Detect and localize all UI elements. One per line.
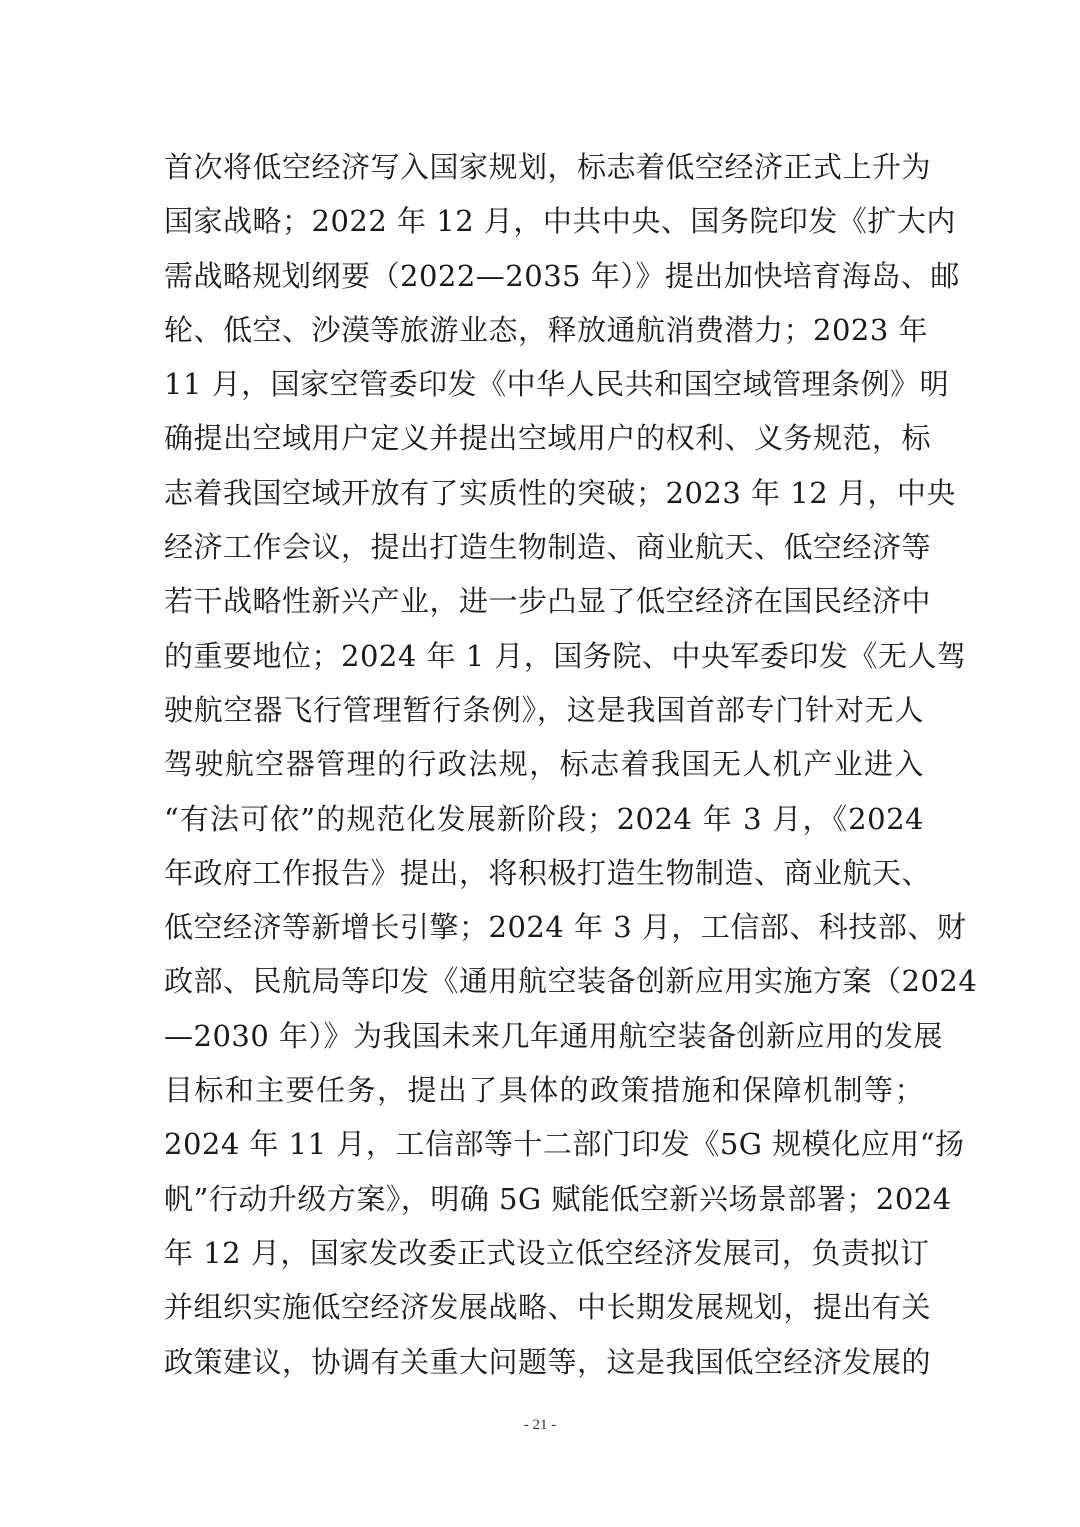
text-line: “有法可依”的规范化发展新阶段；2024 年 3 月，《2024 xyxy=(164,801,924,836)
text-line: 首次将低空经济写入国家规划，标志着低空经济正式上升为 xyxy=(164,150,932,184)
text-line: 轮、低空、沙漠等旅游业态，释放通航消费潜力；2023 年 xyxy=(164,312,929,347)
body-paragraph xyxy=(164,140,978,1389)
text-line: 驾驶航空器管理的行政法规，标志着我国无人机产业进入 xyxy=(164,747,924,782)
text-line: 驶航空器飞行管理暂行条例》，这是我国首部专门针对无人 xyxy=(164,692,924,727)
text-line: 国家战略；2022 年 12 月，中共中央、国务院印发《扩大内 xyxy=(164,204,956,239)
text-line: 帆”行动升级方案》，明确 5G 赋能低空新兴场景部署；2024 xyxy=(164,1181,952,1216)
text-line: 年 12 月，国家发改委正式设立低空经济发展司，负责拟订 xyxy=(164,1235,930,1270)
text-line: 目标和主要任务，提出了具体的政策措施和保障机制等； xyxy=(164,1073,924,1108)
text-line: 政部、民航局等印发《通用航空装备创新应用实施方案（2024 xyxy=(164,964,978,999)
text-line: 2024 年 11 月，工信部等十二部门印发《5G 规模化应用“扬 xyxy=(164,1127,965,1162)
text-line: 需战略规划纲要（2022—2035 年）》提出加快培育海岛、邮 xyxy=(164,258,960,293)
text-line: —2030 年）》为我国未来几年通用航空装备创新应用的发展 xyxy=(164,1018,944,1053)
text-line: 并组织实施低空经济发展战略、中长期发展规划，提出有关 xyxy=(164,1290,932,1325)
text-line: 年政府工作报告》提出，将积极打造生物制造、商业航天、 xyxy=(164,855,932,890)
text-line: 志着我国空域开放有了实质性的突破；2023 年 12 月，中央 xyxy=(164,475,956,510)
page-number: - 21 - xyxy=(523,1417,557,1433)
text-line: 低空经济等新增长引擎；2024 年 3 月，工信部、科技部、财 xyxy=(164,910,967,945)
text-line: 政策建议，协调有关重大问题等，这是我国低空经济发展的 xyxy=(164,1344,932,1379)
text-line: 的重要地位；2024 年 1 月，国务院、中央军委印发《无人驾 xyxy=(164,638,967,673)
text-line: 11 月，国家空管委印发《中华人民共和国空域管理条例》明 xyxy=(164,367,950,402)
text-line: 确提出空域用户定义并提出空域用户的权利、义务规范，标 xyxy=(164,421,932,456)
text-line: 若干战略性新兴产业，进一步凸显了低空经济在国民经济中 xyxy=(164,584,932,619)
text-line: 经济工作会议，提出打造生物制造、商业航天、低空经济等 xyxy=(164,530,932,565)
